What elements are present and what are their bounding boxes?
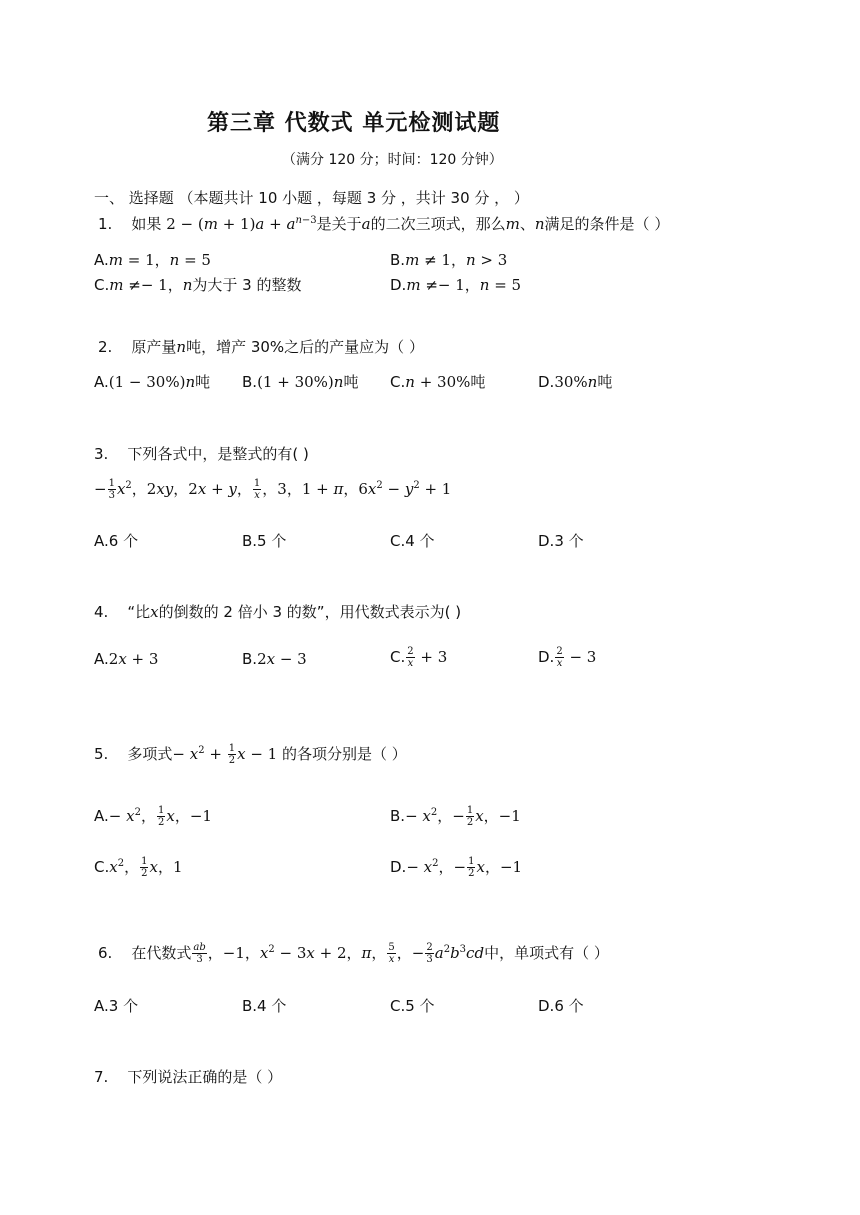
option-d[interactable]: D. $\frac{2}{x}$ − 3 — [538, 646, 597, 669]
expression-list: − $\frac{1}{3}$ $x^2$，2xy，2x + y， $\frac{1}{x}$ ，3，1 + π，$6x^2 - y^2 + 1$ — [94, 478, 452, 501]
section-heading: 一、 选择题 （本题共计 10 小题 ，每题 3 分 ，共计 30 分 ， ） — [94, 189, 529, 207]
question-number: 3. — [94, 445, 109, 463]
page-subtitle: （满分 120 分；时间：120 分钟） — [282, 152, 503, 168]
option-b[interactable]: B.2x − 3 — [242, 650, 307, 668]
option-a[interactable]: A.6 个 — [94, 532, 139, 550]
option-c[interactable]: C.4 个 — [390, 532, 435, 550]
question-4: 4. “比x的倒数的 2 倍小 3 的数”，用代数式表示为( ) — [94, 603, 462, 621]
question-number: 4. — [94, 603, 109, 621]
question-5: 5. 多项式− $x^2$ + $\frac{1}{2}$ x − 1 的各项分别是（ ） — [94, 743, 407, 766]
option-c[interactable]: C.m ≠− 1，n为大于 3 的整数 — [94, 276, 302, 294]
question-text: 的二次三项式，那么 — [370, 215, 506, 233]
question-text: 满足的条件是（ ） — [544, 215, 670, 233]
option-c[interactable]: $C.x^2$， $\frac{1}{2}$ x，1 — [94, 856, 183, 879]
option-d[interactable]: D.30%n吨 — [538, 373, 613, 391]
question-1: 1. 如果 $2 - (m + 1)a + a^{n-3}$是关于a的二次三项式，那么m、n满足的条件是（ ） — [98, 215, 670, 233]
option-b[interactable]: B.(1 + 30%)n吨 — [242, 373, 359, 391]
page-title: 第三章 代数式 单元检测试题 — [207, 111, 501, 136]
question-text: 是关于 — [316, 215, 362, 233]
question-2: 2. 原产量n吨，增产 30%之后的产量应为（ ） — [98, 338, 424, 356]
option-d[interactable]: D.m ≠− 1，n = 5 — [390, 276, 522, 294]
question-number: 1. — [98, 215, 113, 233]
question-number: 7. — [94, 1068, 109, 1086]
option-a[interactable]: A.(1 − 30%)n吨 — [94, 373, 211, 391]
option-a[interactable]: $A.- x^2$， $\frac{1}{2}$ x，−1 — [94, 805, 212, 828]
question-number: 6. — [98, 944, 113, 962]
option-d[interactable]: D.3 个 — [538, 532, 584, 550]
option-b[interactable]: $B.- x^2$，− $\frac{1}{2}$ x，−1 — [390, 805, 521, 828]
option-d[interactable]: D.6 个 — [538, 997, 584, 1015]
question-number: 2. — [98, 338, 113, 356]
option-a[interactable]: A.3 个 — [94, 997, 139, 1015]
option-a[interactable]: A.2x + 3 — [94, 650, 159, 668]
question-3: 3. 下列各式中，是整式的有( ) — [94, 445, 309, 463]
option-c[interactable]: C.5 个 — [390, 997, 435, 1015]
option-d[interactable]: $D.- x^2$，− $\frac{1}{2}$ x，−1 — [390, 856, 523, 879]
question-6: 6. 在代数式 $\frac{ab}{3}$ ，−1，$x^2 - 3x + 2$，π， $\frac{5}{x}$ ，− $\frac{2}{3}$ $a^2b^3cd$中，单项式有（ ） — [98, 942, 609, 965]
option-a[interactable]: A.m = 1，n = 5 — [94, 251, 211, 269]
question-7: 7. 下列说法正确的是（ ） — [94, 1068, 283, 1086]
question-text: 如果 — [131, 215, 162, 233]
option-c[interactable]: C.n + 30%吨 — [390, 373, 486, 391]
option-b[interactable]: B.5 个 — [242, 532, 287, 550]
option-c[interactable]: C. $\frac{2}{x}$ + 3 — [390, 646, 448, 669]
option-b[interactable]: B.4 个 — [242, 997, 287, 1015]
question-number: 5. — [94, 745, 109, 763]
option-b[interactable]: B.m ≠ 1，n > 3 — [390, 251, 508, 269]
